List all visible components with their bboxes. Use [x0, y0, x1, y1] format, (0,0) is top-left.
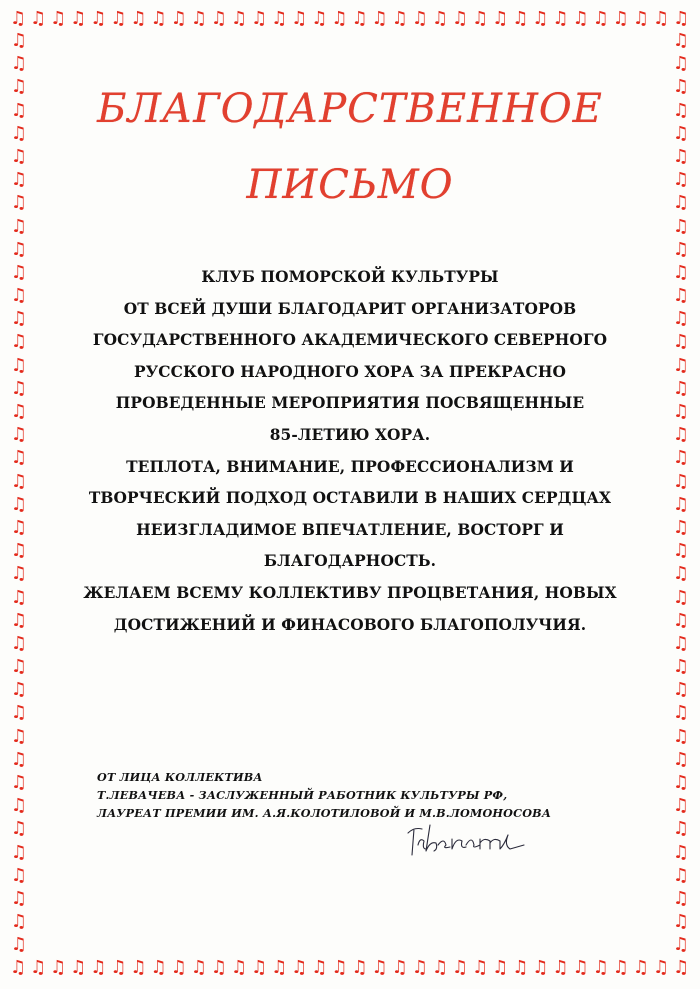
- music-note-icon: ♫: [552, 8, 569, 29]
- music-note-icon: ♫: [672, 609, 690, 631]
- music-note-icon: ♫: [371, 957, 388, 978]
- music-note-icon: ♫: [110, 8, 127, 29]
- music-note-icon: ♫: [672, 53, 690, 75]
- music-note-border-right: [670, 30, 694, 958]
- music-note-icon: ♫: [10, 864, 28, 886]
- music-note-icon: ♫: [50, 957, 67, 978]
- music-note-icon: ♫: [210, 957, 228, 978]
- music-note-icon: ♫: [10, 53, 28, 75]
- music-note-icon: ♫: [10, 841, 28, 863]
- music-note-icon: ♫: [672, 540, 690, 562]
- body-line: ДОСТИЖЕНИЙ И ФИНАСОВОГО БЛАГОПОЛУЧИЯ.: [113, 615, 587, 634]
- music-note-icon: ♫: [672, 192, 690, 214]
- music-note-icon: ♫: [592, 957, 609, 978]
- music-note-icon: ♫: [10, 331, 28, 353]
- music-note-icon: ♫: [411, 8, 428, 29]
- music-note-icon: ♫: [673, 8, 690, 29]
- signature-block: [97, 768, 597, 822]
- body-line: БЛАГОДАРНОСТЬ.: [263, 552, 437, 571]
- music-note-icon: ♫: [10, 76, 28, 98]
- music-note-icon: ♫: [10, 748, 28, 770]
- music-note-icon: ♫: [10, 308, 28, 330]
- music-note-icon: ♫: [672, 285, 690, 307]
- music-note-icon: ♫: [512, 957, 529, 978]
- music-note-icon: ♫: [672, 76, 690, 98]
- music-note-icon: ♫: [90, 8, 107, 29]
- music-note-icon: ♫: [672, 377, 690, 399]
- music-note-icon: ♫: [231, 957, 248, 978]
- music-note-icon: ♫: [672, 493, 690, 515]
- music-note-icon: ♫: [10, 447, 28, 469]
- music-note-icon: ♫: [672, 934, 690, 956]
- music-note-icon: ♫: [150, 957, 167, 978]
- music-note-icon: ♫: [10, 563, 28, 585]
- music-note-icon: ♫: [672, 772, 690, 793]
- music-note-icon: ♫: [672, 401, 690, 422]
- letter-title-line-2: ПИСЬМО: [246, 162, 454, 208]
- music-note-icon: ♫: [311, 957, 328, 978]
- music-note-icon: ♫: [672, 795, 690, 817]
- music-note-icon: ♫: [10, 261, 28, 283]
- music-note-icon: ♫: [672, 911, 690, 933]
- letter-body: [60, 262, 640, 641]
- music-note-icon: ♫: [311, 8, 328, 29]
- music-note-icon: ♫: [10, 354, 28, 376]
- music-note-icon: ♫: [452, 8, 469, 29]
- music-note-icon: ♫: [70, 957, 87, 978]
- music-note-border-top: [8, 8, 692, 32]
- signature-line-2: Т.ЛЕВАЧЕВА - ЗАСЛУЖЕННЫЙ РАБОТНИК КУЛЬТУРЫ РФ,: [97, 788, 508, 802]
- music-note-icon: ♫: [612, 8, 629, 29]
- music-note-icon: ♫: [10, 145, 28, 167]
- music-note-icon: ♫: [30, 8, 47, 29]
- music-note-icon: ♫: [10, 586, 28, 608]
- music-note-icon: ♫: [190, 8, 207, 29]
- music-note-icon: ♫: [351, 957, 368, 978]
- music-note-icon: ♫: [170, 957, 187, 978]
- music-note-icon: ♫: [10, 238, 28, 260]
- music-note-icon: ♫: [271, 957, 288, 978]
- music-note-icon: ♫: [492, 957, 509, 978]
- music-note-icon: ♫: [291, 8, 308, 29]
- music-note-icon: ♫: [431, 8, 449, 29]
- music-note-icon: ♫: [572, 957, 589, 978]
- music-note-icon: ♫: [10, 540, 28, 562]
- signature-line-3: ЛАУРЕАТ ПРЕМИИ ИМ. А.Я.КОЛОТИЛОВОЙ И М.В.ЛОМОНОСОВА: [97, 806, 552, 820]
- music-note-icon: ♫: [572, 8, 589, 29]
- music-note-icon: ♫: [10, 30, 28, 51]
- music-note-icon: ♫: [10, 679, 28, 701]
- music-note-icon: ♫: [331, 957, 348, 978]
- music-note-icon: ♫: [351, 8, 368, 29]
- music-note-icon: ♫: [10, 424, 28, 446]
- music-note-icon: ♫: [672, 99, 690, 121]
- body-line: ПРОВЕДЕННЫЕ МЕРОПРИЯТИЯ ПОСВЯЩЕННЫЕ: [115, 394, 585, 413]
- music-note-icon: ♫: [10, 122, 28, 144]
- letter-title-line-1: БЛАГОДАРСТВЕННОЕ: [97, 86, 603, 132]
- music-note-icon: ♫: [371, 8, 388, 29]
- music-note-icon: ♫: [10, 493, 28, 515]
- signature-line-1: ОТ ЛИЦА КОЛЛЕКТИВА: [97, 770, 263, 784]
- music-note-icon: ♫: [150, 8, 167, 29]
- music-note-icon: ♫: [10, 470, 28, 492]
- music-note-icon: ♫: [10, 516, 28, 538]
- music-note-icon: ♫: [612, 957, 629, 978]
- music-note-icon: ♫: [10, 818, 28, 840]
- music-note-icon: ♫: [391, 8, 408, 29]
- music-note-icon: ♫: [30, 957, 47, 978]
- music-note-icon: ♫: [672, 30, 690, 51]
- music-note-icon: ♫: [673, 957, 690, 978]
- music-note-icon: ♫: [632, 957, 650, 978]
- music-note-icon: ♫: [672, 864, 690, 886]
- music-note-icon: ♫: [672, 887, 690, 909]
- music-note-icon: ♫: [652, 957, 670, 978]
- music-note-icon: ♫: [170, 8, 187, 29]
- music-note-icon: ♫: [592, 8, 609, 29]
- music-note-icon: ♫: [472, 957, 489, 978]
- music-note-icon: ♫: [672, 632, 690, 654]
- music-note-icon: ♫: [9, 8, 27, 29]
- music-note-icon: ♫: [411, 957, 428, 978]
- music-note-icon: ♫: [672, 748, 690, 770]
- music-note-icon: ♫: [672, 331, 690, 353]
- music-note-border-bottom: [8, 957, 692, 981]
- body-line: НЕИЗГЛАДИМОЕ ВПЕЧАТЛЕНИЕ, ВОСТОРГ И: [136, 520, 564, 539]
- music-note-icon: ♫: [110, 957, 127, 978]
- body-line: ТВОРЧЕСКИЙ ПОДХОД ОСТАВИЛИ В НАШИХ СЕРДЦАХ: [88, 489, 612, 508]
- music-note-icon: ♫: [271, 8, 288, 29]
- music-note-icon: ♫: [672, 447, 690, 469]
- music-note-icon: ♫: [50, 8, 67, 29]
- music-note-icon: ♫: [472, 8, 489, 29]
- music-note-icon: ♫: [532, 8, 549, 29]
- music-note-icon: ♫: [672, 563, 690, 585]
- music-note-icon: ♫: [10, 795, 28, 817]
- music-note-icon: ♫: [10, 377, 28, 399]
- music-note-icon: ♫: [672, 354, 690, 376]
- music-note-icon: ♫: [10, 192, 28, 214]
- music-note-icon: ♫: [90, 957, 107, 978]
- music-note-icon: ♫: [190, 957, 207, 978]
- music-note-icon: ♫: [10, 285, 28, 307]
- music-note-icon: ♫: [10, 911, 28, 933]
- music-note-icon: ♫: [672, 122, 690, 144]
- music-note-icon: ♫: [512, 8, 529, 29]
- music-note-icon: ♫: [251, 8, 268, 29]
- music-note-icon: ♫: [10, 725, 28, 747]
- music-note-icon: ♫: [10, 772, 28, 793]
- music-note-icon: ♫: [10, 887, 28, 909]
- music-note-icon: ♫: [231, 8, 248, 29]
- music-note-icon: ♫: [552, 957, 569, 978]
- music-note-icon: ♫: [672, 725, 690, 747]
- music-note-icon: ♫: [10, 656, 28, 678]
- music-note-icon: ♫: [70, 8, 87, 29]
- body-line: 85-ЛЕТИЮ ХОРА.: [269, 425, 431, 444]
- music-note-icon: ♫: [672, 586, 690, 608]
- music-note-icon: ♫: [130, 8, 147, 29]
- music-note-icon: ♫: [672, 516, 690, 538]
- music-note-icon: ♫: [672, 679, 690, 701]
- music-note-icon: ♫: [672, 702, 690, 724]
- music-note-icon: ♫: [10, 632, 28, 654]
- music-note-border-left: [8, 30, 32, 958]
- music-note-icon: ♫: [672, 656, 690, 678]
- music-note-icon: ♫: [672, 261, 690, 283]
- music-note-icon: ♫: [672, 841, 690, 863]
- music-note-icon: ♫: [452, 957, 469, 978]
- music-note-icon: ♫: [10, 169, 28, 191]
- body-line: КЛУБ ПОМОРСКОЙ КУЛЬТУРЫ: [201, 268, 499, 286]
- music-note-icon: ♫: [652, 8, 670, 29]
- music-note-icon: ♫: [532, 957, 549, 978]
- body-line: ЖЕЛАЕМ ВСЕМУ КОЛЛЕКТИВУ ПРОЦВЕТАНИЯ, НОВЫХ: [83, 583, 617, 602]
- music-note-icon: ♫: [672, 308, 690, 330]
- body-line: РУССКОГО НАРОДНОГО ХОРА ЗА ПРЕКРАСНО: [134, 362, 566, 381]
- music-note-icon: ♫: [492, 8, 509, 29]
- music-note-icon: ♫: [130, 957, 147, 978]
- music-note-icon: ♫: [672, 169, 690, 191]
- music-note-icon: ♫: [672, 238, 690, 260]
- music-note-icon: ♫: [391, 957, 408, 978]
- music-note-icon: ♫: [10, 702, 28, 724]
- music-note-icon: ♫: [210, 8, 228, 29]
- music-note-icon: ♫: [672, 818, 690, 840]
- music-note-icon: ♫: [251, 957, 268, 978]
- music-note-icon: ♫: [672, 145, 690, 167]
- body-line: ТЕПЛОТА, ВНИМАНИЕ, ПРОФЕССИОНАЛИЗМ И: [126, 457, 574, 476]
- music-note-icon: ♫: [331, 8, 348, 29]
- music-note-icon: ♫: [672, 424, 690, 446]
- music-note-icon: ♫: [10, 609, 28, 631]
- music-note-icon: ♫: [10, 215, 28, 237]
- handwritten-signature: [400, 815, 530, 865]
- music-note-icon: ♫: [10, 401, 28, 422]
- body-line: ГОСУДАРСТВЕННОГО АКАДЕМИЧЕСКОГО СЕВЕРНОГО: [92, 331, 608, 350]
- music-note-icon: ♫: [291, 957, 308, 978]
- music-note-icon: ♫: [9, 957, 27, 978]
- music-note-icon: ♫: [632, 8, 650, 29]
- music-note-icon: ♫: [672, 470, 690, 492]
- music-note-icon: ♫: [10, 934, 28, 956]
- music-note-icon: ♫: [672, 215, 690, 237]
- body-line: ОТ ВСЕЙ ДУШИ БЛАГОДАРИТ ОРГАНИЗАТОРОВ: [123, 299, 577, 318]
- music-note-icon: ♫: [10, 99, 28, 121]
- music-note-icon: ♫: [431, 957, 449, 978]
